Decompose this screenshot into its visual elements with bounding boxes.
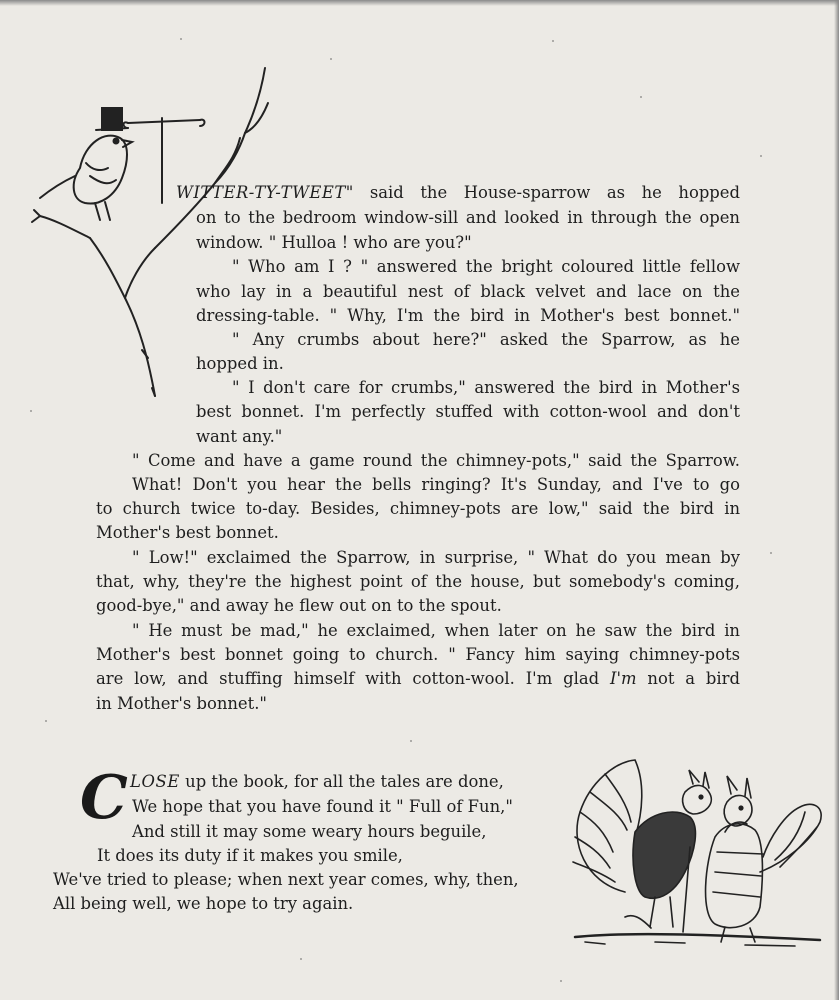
poem-text: up the book, for all the tales are done, xyxy=(179,772,504,791)
story-line-5: who lay in a beautiful nest of black velvet and lace on the xyxy=(196,282,740,301)
story-line-10: best bonnet. I'm perfectly stuffed with cotton-wool and don't xyxy=(196,402,740,421)
story-line-19: " He must be mad," he exclaimed, when later on he saw the bird in xyxy=(132,621,740,640)
poem-line-1 xyxy=(130,772,504,792)
story-line-16: " Low!" exclaimed the Sparrow, in surprise, " What do you mean by xyxy=(132,548,740,567)
story-line-4: " Who am I ? " answered the bright coloured little fellow xyxy=(232,257,740,276)
paper-speck xyxy=(560,980,562,982)
italic-im: I'm xyxy=(609,669,637,688)
story-line-13: What! Don't you hear the bells ringing? It's Sunday, and I've to go xyxy=(132,475,740,494)
story-line-20: Mother's best bonnet going to church. " Fancy him saying chimney-pots xyxy=(96,645,740,664)
lead-word: WITTER-TY-TWEET xyxy=(176,183,346,202)
poem-line-6: All being well, we hope to try again. xyxy=(53,894,354,913)
paper-speck xyxy=(300,958,302,960)
poem-line-5: We've tried to please; when next year comes, why, then, xyxy=(53,870,519,889)
story-text: " said the House-sparrow as he hopped xyxy=(345,183,740,202)
paper-speck xyxy=(770,552,772,554)
scan-top-edge xyxy=(0,0,839,6)
paper-speck xyxy=(30,410,32,412)
squirrels-illustration xyxy=(565,742,830,952)
story-line-17: that, why, they're the highest point of the house, but somebody's coming, xyxy=(96,572,740,591)
poem-line-3: And still it may some weary hours beguile, xyxy=(132,822,487,841)
story-line-9: " I don't care for crumbs," answered the bird in Mother's xyxy=(232,378,740,397)
paper-speck xyxy=(45,720,47,722)
paper-speck xyxy=(180,38,182,40)
paper-speck xyxy=(552,40,554,42)
story-line-7: " Any crumbs about here?" asked the Sparrow, as he xyxy=(232,330,740,349)
paper-speck xyxy=(640,96,642,98)
poem-line-4: It does its duty if it makes you smile, xyxy=(97,846,403,865)
story-line-21 xyxy=(96,669,740,689)
drop-cap: C xyxy=(80,763,128,833)
story-line-11: want any." xyxy=(196,427,283,446)
poem-first-word: LOSE xyxy=(130,772,180,791)
story-line-15: Mother's best bonnet. xyxy=(96,523,279,542)
story-line-8: hopped in. xyxy=(196,354,284,373)
story-line-22: in Mother's bonnet." xyxy=(96,694,267,713)
paper-speck xyxy=(760,155,762,157)
paper-speck xyxy=(330,58,332,60)
story-line-12: " Come and have a game round the chimney-pots," said the Sparrow. xyxy=(132,451,740,470)
story-line-14: to church twice to-day. Besides, chimney-pots are low," said the bird in xyxy=(96,499,740,518)
story-line-1 xyxy=(176,183,740,203)
story-line-18: good-bye," and away he flew out on to the spout. xyxy=(96,596,502,615)
story-line-3: window. " Hulloa ! who are you?" xyxy=(196,233,472,252)
story-line-2: on to the bedroom window-sill and looked in through the open xyxy=(196,208,740,227)
poem-line-2: We hope that you have found it " Full of Fun," xyxy=(132,797,513,816)
story-text: are low, and stuffing himself with cotton-wool. I'm glad xyxy=(96,669,600,688)
story-line-6: dressing-table. " Why, I'm the bird in Mother's best bonnet." xyxy=(196,306,740,325)
paper-speck xyxy=(410,740,412,742)
scan-right-edge xyxy=(834,0,839,1000)
story-text: not a bird xyxy=(647,669,740,688)
